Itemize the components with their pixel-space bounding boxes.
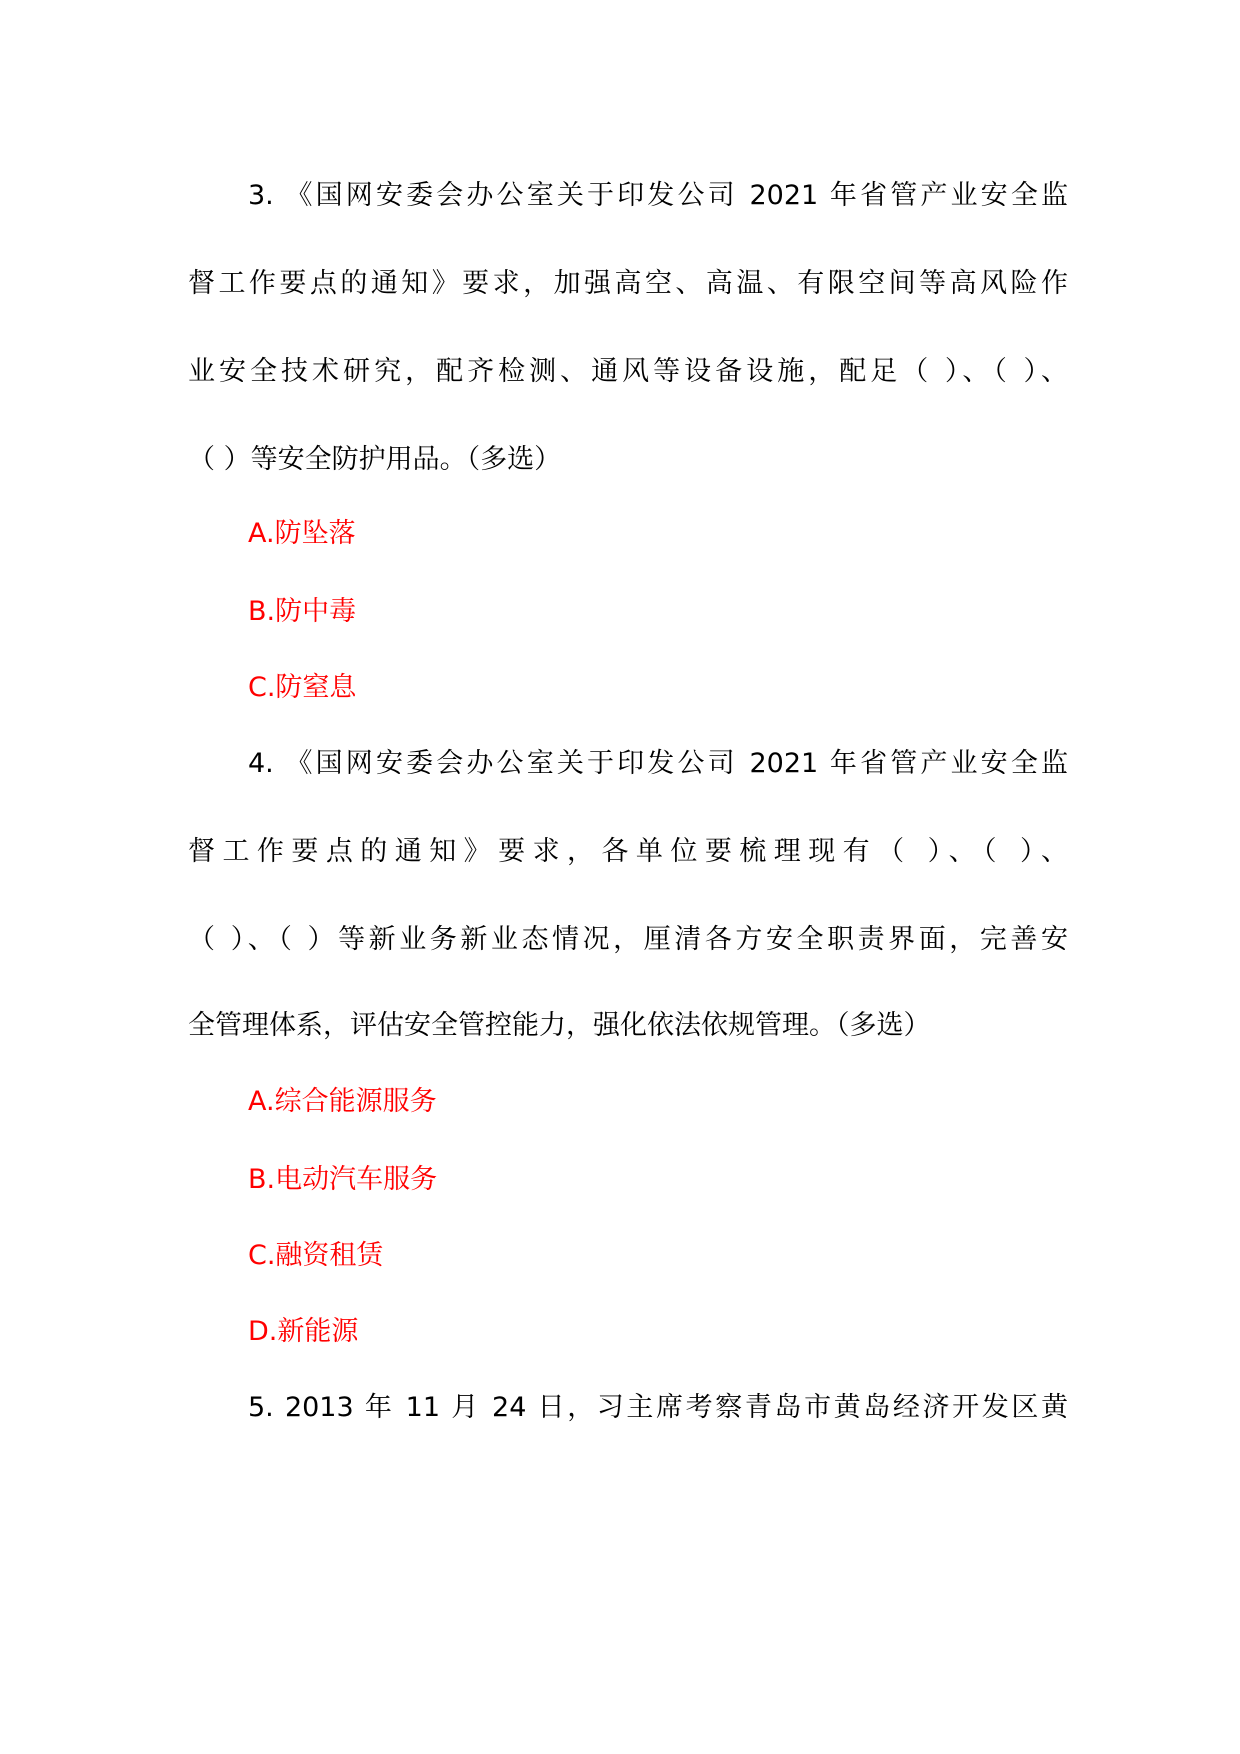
question-4-line-4: 全管理体系，评估安全管控能力，强化依法依规管理。（多选） bbox=[188, 1010, 931, 1041]
question-3-option-c: C.防窒息 bbox=[248, 672, 357, 703]
question-3-line-1: 3. 《国网安委会办公室关于印发公司 2021 年省管产业安全监 bbox=[248, 180, 1068, 211]
question-4-option-b: B.电动汽车服务 bbox=[248, 1164, 438, 1195]
question-3-line-3: 业安全技术研究，配齐检测、通风等设备设施，配足（ ）、（ ）、 bbox=[188, 356, 1068, 387]
question-4-option-a: A.综合能源服务 bbox=[248, 1086, 437, 1117]
question-4-line-3: （ ）、（ ）等新业务新业态情况，厘清各方安全职责界面，完善安 bbox=[188, 924, 1068, 955]
question-4-line-2: 督工作要点的通知》要求，各单位要梳理现有（ ）、（ ）、 bbox=[188, 836, 1068, 867]
question-4-option-d: D.新能源 bbox=[248, 1316, 359, 1347]
question-3-line-4: （ ）等安全防护用品。（多选） bbox=[188, 444, 562, 475]
question-5-line-1: 5. 2013 年 11 月 24 日，习主席考察青岛市黄岛经济开发区黄 bbox=[248, 1392, 1068, 1423]
question-3-line-2: 督工作要点的通知》要求，加强高空、高温、有限空间等高风险作 bbox=[188, 268, 1068, 299]
question-3-option-b: B.防中毒 bbox=[248, 596, 357, 627]
question-4-option-c: C.融资租赁 bbox=[248, 1240, 384, 1271]
question-4-line-1: 4. 《国网安委会办公室关于印发公司 2021 年省管产业安全监 bbox=[248, 748, 1068, 779]
question-3-option-a: A.防坠落 bbox=[248, 518, 356, 549]
